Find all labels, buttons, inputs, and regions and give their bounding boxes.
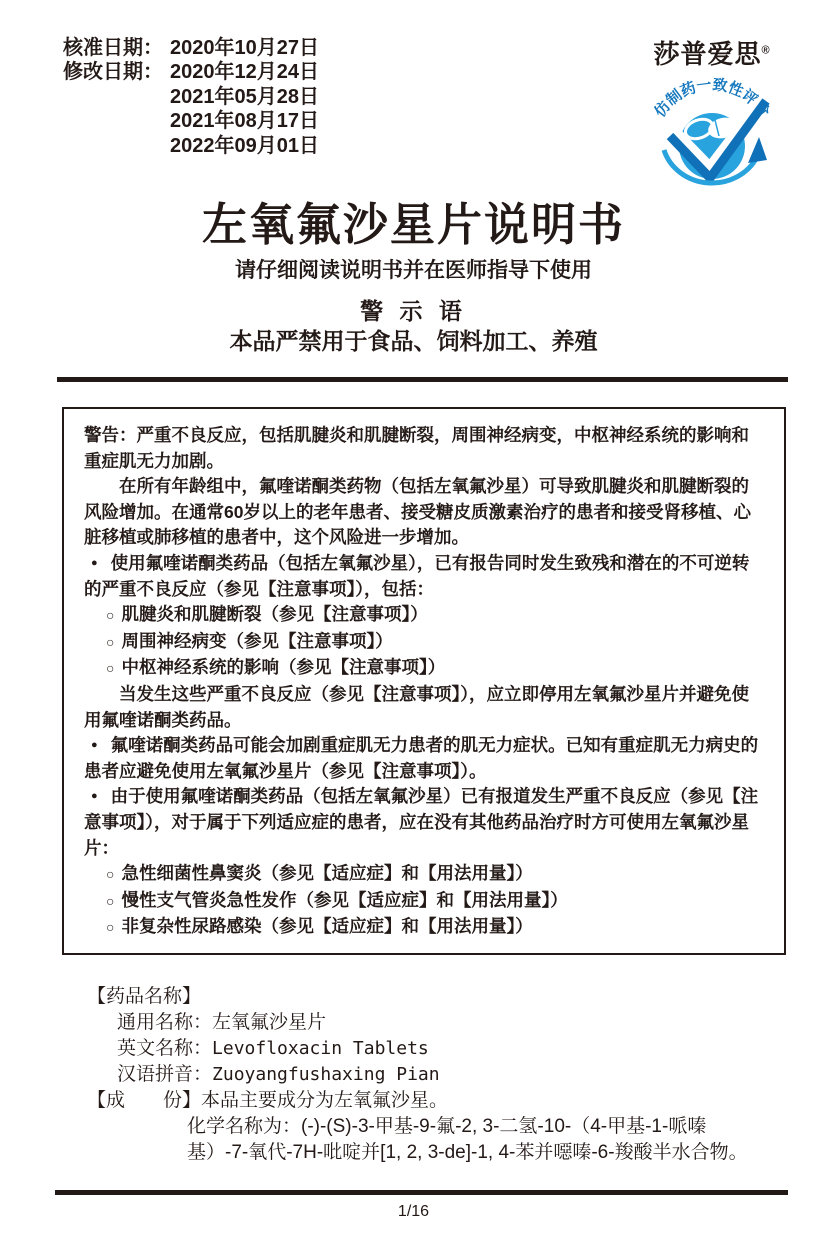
english-name-line: [87, 1036, 749, 1062]
warning-text: 氟喹诺酮类药品可能会加剧重症肌无力患者的肌无力症状。已知有重症肌无力病史的患者应避免使用左氧氟沙星片（参见【注意事项】）。: [84, 735, 759, 781]
warning-sub-item: [84, 861, 764, 888]
warning-text: 由于使用氟喹诺酮类药品（包括左氧氟沙星）已有报道发生严重不良反应（参见【注意事项】），对于属于下列适应症的患者，应在没有其他药品治疗时方可使用左氧氟沙星片：: [84, 786, 759, 858]
badge-arc-text: 仿制药一致性评价: [651, 76, 773, 121]
approval-date-label: 核准日期：: [63, 37, 163, 59]
badge-graphic: [645, 73, 779, 189]
warning-bullet-item: [84, 733, 764, 784]
revision-date-row: [63, 85, 319, 109]
revision-date-value: 2021年05月28日: [170, 85, 319, 108]
drug-name-section-label: 【药品名称】: [87, 986, 202, 1007]
revision-date-value: 2021年08月17日: [170, 110, 319, 133]
list-marker: ●: [91, 556, 98, 569]
warning-text: 急性细菌性鼻窦炎（参见【适应症】和【用法用量】）: [121, 863, 533, 884]
warning-text: 使用氟喹诺酮类药品（包括左氧氟沙星），已有报告同时发生致残和潜在的不可逆转的严重不良反应（参见【注意事项】），包括：: [84, 552, 750, 599]
pinyin-name-label: 汉语拼音：: [117, 1064, 213, 1085]
warning-sub-item: [84, 888, 764, 915]
boxed-warning: [62, 407, 786, 955]
warning-heading: 警 示 语: [360, 298, 467, 324]
list-marker: ●: [91, 739, 98, 752]
brand-name: 莎普爱思®: [653, 39, 771, 69]
revision-date-label: 修改日期：: [63, 61, 163, 84]
warning-sub-item: [84, 629, 764, 656]
composition-text: 本品主要成分为左氧氟沙星。: [201, 1090, 449, 1111]
approval-date-value: 2020年10月27日: [170, 37, 319, 59]
chemical-name: 化学名称为：(-)-(S)-3-甲基-9-氟-2, 3-二氢-10-（4-甲基-1-哌嗪基）-7-氧代-7H-吡啶并[1, 2, 3-de]-1, 4-苯并噁嗪-6-羧酸半水合物。: [187, 1116, 748, 1163]
generic-name-value: 左氧氟沙星片: [212, 1012, 327, 1033]
revision-date-row: [63, 109, 319, 133]
warning-text: 非复杂性尿路感染（参见【适应症】和【用法用量】）: [121, 916, 533, 937]
page-title: 左氧氟沙星片说明书: [201, 199, 625, 250]
consistency-evaluation-badge: [637, 73, 787, 194]
list-marker: ●: [91, 790, 98, 803]
warning-sub-item: [84, 914, 764, 941]
generic-name-label: 通用名称：: [117, 1012, 213, 1033]
pinyin-name-line: [87, 1062, 749, 1088]
revision-date-row: [63, 60, 319, 84]
page-number: 1/16: [397, 1203, 430, 1220]
composition-label: 【成 份】: [87, 1090, 202, 1111]
warning-text: 周围神经病变（参见【注意事项】）: [121, 630, 393, 651]
revision-date-value: 2022年09月01日: [170, 134, 319, 157]
warning-bullet-item: [84, 551, 764, 602]
generic-name-line: [87, 1010, 749, 1036]
warning-text: 警告：严重不良反应，包括肌腱炎和肌腱断裂，周围神经病变，中枢神经系统的影响和重症肌无力加剧。: [84, 425, 749, 471]
list-marker: ○: [106, 919, 115, 936]
revision-date-row: [63, 134, 319, 158]
list-marker: ○: [106, 633, 115, 650]
warning-bullet-item: [84, 784, 764, 861]
revision-date-value: 2020年12月24日: [170, 61, 319, 84]
warning-paragraph: [84, 682, 764, 733]
warning-statement: 本品严禁用于食品、饲料加工、养殖: [229, 328, 598, 354]
warning-paragraph: [84, 423, 764, 474]
composition-line: [87, 1088, 749, 1114]
english-name-value: Levofloxacin Tablets: [212, 1038, 429, 1059]
drug-info-section: [87, 984, 749, 1166]
warning-text: 当发生这些严重不良反应（参见【注意事项】），应立即停用左氧氟沙星片并避免使用氟喹诺酮类药品。: [84, 683, 749, 730]
approval-date-row: [63, 36, 319, 60]
header-dates: [63, 36, 319, 158]
warning-paragraph: [84, 474, 764, 551]
warning-text: 慢性支气管炎急性发作（参见【适应症】和【用法用量】）: [121, 889, 568, 910]
brand-logo: [637, 34, 787, 194]
list-marker: ○: [106, 892, 115, 909]
warning-text: 肌腱炎和肌腱断裂（参见【注意事项】）: [121, 604, 428, 625]
warning-sub-item: [84, 602, 764, 629]
subtitle: 请仔细阅读说明书并在医师指导下使用: [235, 259, 592, 282]
warning-text: 中枢神经系统的影响（参见【注意事项】）: [121, 657, 446, 678]
registered-trademark-icon: ®: [761, 44, 771, 57]
pinyin-name-value: Zuoyangfushaxing Pian: [212, 1064, 440, 1085]
english-name-label: 英文名称：: [117, 1038, 213, 1059]
warning-sub-item: [84, 655, 764, 682]
warning-text: 在所有年龄组中，氟喹诺酮类药物（包括左氧氟沙星）可导致肌腱炎和肌腱断裂的风险增加。在通常60岁以上的老年患者、接受糖皮质激素治疗的患者和接受肾移植、心脏移植或肺移植的患者中，这个风险进一步增加。: [84, 476, 751, 548]
list-marker: ○: [106, 607, 115, 624]
list-marker: ○: [106, 866, 115, 883]
horizontal-rule: [57, 377, 788, 382]
list-marker: ○: [106, 660, 115, 677]
footer-rule: [55, 1190, 788, 1195]
